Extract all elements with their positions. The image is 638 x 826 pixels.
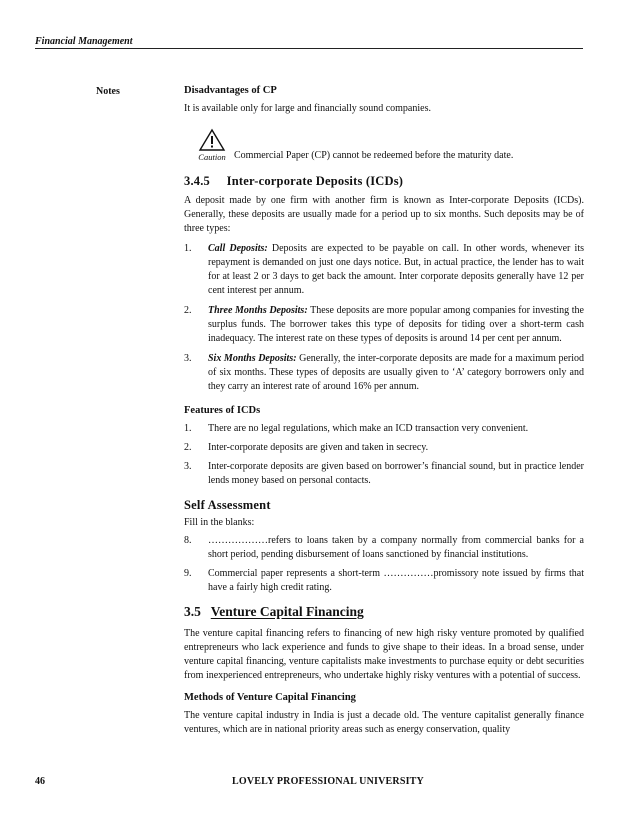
self-assessment-instruction: Fill in the blanks: [184,517,255,528]
list-item-body [208,352,584,394]
vc-section-number: 3.5 [184,604,201,619]
icd-section-number: 3.4.5 [184,174,210,188]
list-item-body [208,242,584,298]
features-heading: Features of ICDs [184,405,261,416]
list-item [184,441,584,455]
main-content [184,84,584,737]
list-item [184,567,584,595]
list-item [184,304,584,346]
caution-icon-wrap [196,128,228,162]
list-number: 2. [184,442,192,453]
footer-university: LOVELY PROFESSIONAL UNIVERSITY [232,776,424,787]
features-list [184,422,584,488]
term-text: These deposits are more popular among companies for investing the surplus funds. The borrower takes this type of deposits for tiding over a short-term cash inadequacy. The interest rate on these types of deposits is around 14 per cent per annum. [208,305,584,344]
term-label: Six Months Deposits: [208,353,297,364]
list-item [184,242,584,298]
list-item-body: There are no legal regulations, which make an ICD transaction very convenient. [208,423,529,434]
icd-intro: A deposit made by one firm with another firm is known as Inter-corporate Deposits (ICDs). Generally, these deposits are usually made for a period up to six months. Such deposits may be of three types: [184,195,584,234]
self-assessment-list [184,534,584,595]
cp-disadvantages-text: It is available only for large and financially sound companies. [184,103,431,114]
notes-margin-label: Notes [96,86,120,97]
term-label: Call Deposits: [208,243,268,254]
cp-disadvantages-heading: Disadvantages of CP [184,85,277,96]
self-assessment-heading: Self Assessment [184,498,271,512]
vc-section-heading [184,605,364,619]
term-text: Deposits are expected to be payable on call. In other words, whenever its repayment is demanded on just one days notice. But, in actual practice, the lender has to wait for at least 2 or 3 days to get back the amount. Inter corporate deposits generally have 12 per cent interest per annum. [208,243,585,296]
list-number: 3. [184,353,192,364]
icd-section-heading [184,174,584,188]
list-item-body: Inter-corporate deposits are given and taken in secrecy. [208,442,429,453]
list-number: 9. [184,568,192,579]
list-item-body: Inter-corporate deposits are given based on borrower’s financial sound, but in practice lender lends money based on personal contacts. [208,461,584,486]
list-number: 3. [184,461,192,472]
vc-methods-heading: Methods of Venture Capital Financing [184,692,356,703]
vc-paragraph: The venture capital financing refers to financing of new high risky venture promoted by qualified entrepreneurs who lack experience and funds to give shape to their ideas. In a broad sense, under venture capital financing, venture capitalists make investments to purchase equity or debt securities from inexperienced entrepreneurs, who undertake highly risky ventures with a potential of success. [184,628,584,681]
vc-section-title: Venture Capital Financing [210,604,364,619]
icd-types-list [184,242,584,394]
running-header-title: Financial Management [35,36,133,47]
list-number: 1. [184,423,192,434]
list-number: 1. [184,243,192,254]
header-rule [35,48,583,49]
list-item [184,534,584,562]
list-item [184,460,584,488]
caution-text: Commercial Paper (CP) cannot be redeemed before the maturity date. [234,150,514,161]
list-item [184,352,584,394]
warning-triangle-icon [198,128,226,152]
caution-label: Caution [198,152,226,162]
caution-box [196,128,584,162]
term-text: Generally, the inter-corporate deposits are made for a maximum period of six months. These types of deposits are usually given to ‘A’ category borrowers only and they carry an interest rate of around 16% per annum. [208,353,584,392]
page-number: 46 [35,776,45,787]
term-label: Three Months Deposits: [208,305,308,316]
list-number: 8. [184,535,192,546]
list-number: 2. [184,305,192,316]
list-item-body: ………………refers to loans taken by a company normally from commercial banks for a short period, pending disbursement of loans sanctioned by financial institutions. [208,535,584,560]
list-item-body [208,304,584,346]
vc-methods-paragraph: The venture capital industry in India is just a decade old. The venture capitalist generally finance ventures, which are in national priority areas such as energy conservation, quality [184,710,584,735]
list-item-body: Commercial paper represents a short-term ……………promissory note issued by firms that have a fairly high credit rating. [208,568,584,593]
icd-section-title: Inter-corporate Deposits (ICDs) [226,174,404,188]
list-item [184,422,584,436]
